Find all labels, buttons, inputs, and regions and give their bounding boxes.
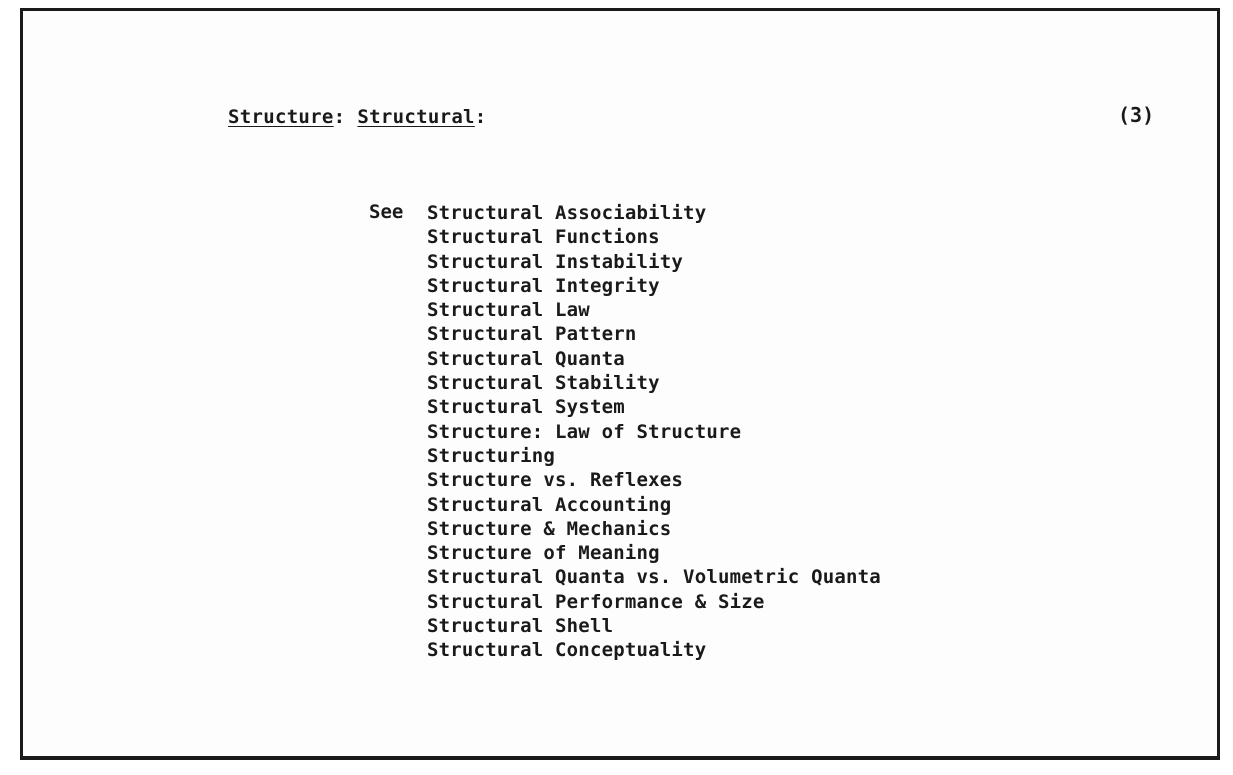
cross-reference-item: Structural Stability bbox=[427, 372, 660, 395]
cross-reference-item: Structural Quanta vs. Volumetric Quanta bbox=[427, 566, 881, 589]
index-card bbox=[20, 8, 1220, 760]
heading-subterm: Structural bbox=[357, 106, 475, 128]
heading-term: Structure bbox=[228, 106, 334, 128]
cross-reference-item: Structural Pattern bbox=[427, 323, 637, 346]
cross-reference-item: Structure vs. Reflexes bbox=[427, 469, 684, 492]
cross-reference-item: Structural Accounting bbox=[427, 493, 672, 516]
card-heading bbox=[228, 106, 487, 128]
cross-reference-item: Structural Quanta bbox=[427, 347, 625, 370]
cross-reference-item: Structural Functions bbox=[427, 226, 660, 249]
card-number: (3) bbox=[1118, 103, 1155, 127]
see-label: See bbox=[369, 201, 404, 223]
cross-reference-item: Structure of Meaning bbox=[427, 542, 660, 565]
cross-reference-item: Structural Shell bbox=[427, 615, 614, 638]
cross-reference-item: Structural Law bbox=[427, 299, 590, 322]
cross-reference-item: Structural Associability bbox=[427, 202, 707, 224]
cross-reference-item: Structural Instability bbox=[427, 250, 684, 273]
cross-reference-item: Structural Performance & Size bbox=[427, 590, 765, 613]
cross-reference-list bbox=[427, 201, 881, 663]
cross-reference-item: Structural Conceptuality bbox=[427, 639, 707, 662]
heading-term-separator: : bbox=[333, 106, 346, 128]
heading-subterm-separator: : bbox=[474, 106, 487, 128]
cross-reference-item: Structural System bbox=[427, 396, 625, 419]
cross-reference-item: Structure: Law of Structure bbox=[427, 420, 742, 443]
cross-reference-item: Structuring bbox=[427, 444, 556, 467]
cross-reference-item: Structure & Mechanics bbox=[427, 517, 672, 540]
cross-reference-item: Structural Integrity bbox=[427, 274, 660, 297]
